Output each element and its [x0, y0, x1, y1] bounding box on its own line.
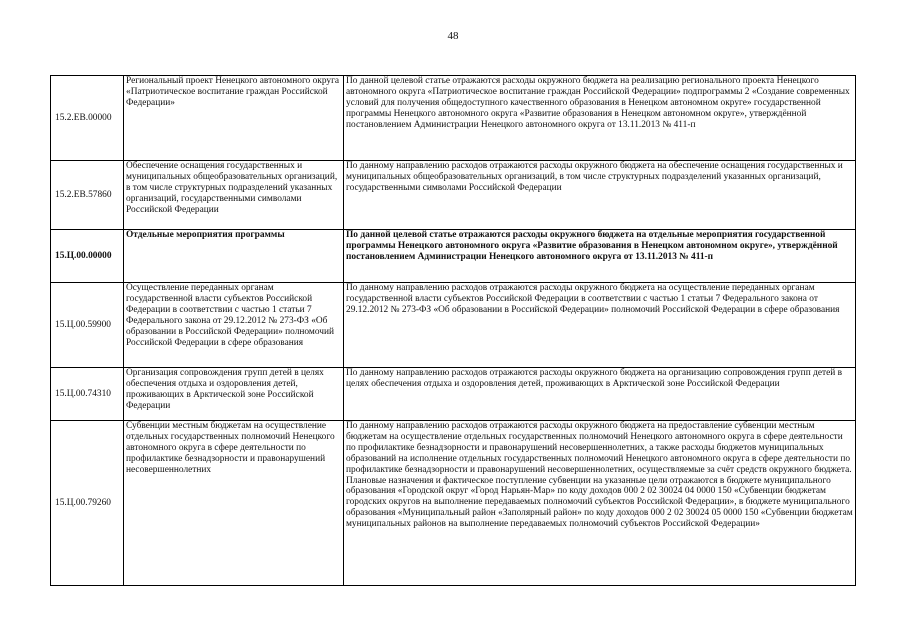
row-code: 15.Ц.00.74310 [51, 368, 124, 421]
row-description: По данной целевой статье отражаются расходы окружного бюджета на реализацию регионального проекта Ненецкого автономного округа «Патриотическое воспитание граждан Российской Федерации» подпрограммы 2 «Создание современных условий для получения общедоступного качественного образования в Ненецком автономном округе» государственной программы Ненецкого автономного округа «Развитие образования в Ненецком автономном округе», утверждённой постановлением Администрации Ненецкого автономного округа от 13.11.2013 № 411-п [344, 76, 856, 161]
table-row [51, 421, 856, 586]
budget-classification-table [50, 75, 856, 586]
row-description: По данному направлению расходов отражаются расходы окружного бюджета на осуществление переданных органам государственной власти субъектов Российской Федерации в соответствии с частью 1 статьи 7 Федерального закона от 29.12.2012 № 273-ФЗ «Об образовании в Российской Федерации» полномочий Российской Федерации в сфере образования [344, 283, 856, 368]
table-row [51, 161, 856, 230]
row-description: По данному направлению расходов отражаются расходы окружного бюджета на обеспечение оснащения государственных и муниципальных общеобразовательных организаций, в том числе структурных подразделений указанных организаций, государственными символами Российской Федерации [344, 161, 856, 230]
table-row [51, 368, 856, 421]
row-name: Субвенции местным бюджетам на осуществление отдельных государственных полномочий Ненецкого автономного округа в сфере деятельности по профилактике безнадзорности и правонарушений несовершеннолетних [124, 421, 344, 586]
row-name: Отдельные мероприятия программы [124, 230, 344, 283]
row-name: Обеспечение оснащения государственных и муниципальных общеобразовательных организаций, в том числе структурных подразделений указанных организаций, государственными символами Российской Федерации [124, 161, 344, 230]
row-name: Региональный проект Ненецкого автономного округа «Патриотическое воспитание граждан Российской Федерации» [124, 76, 344, 161]
row-description: По данному направлению расходов отражаются расходы окружного бюджета на организацию сопровождения групп детей в целях обеспечения отдыха и оздоровления детей, проживающих в Арктической зоне Российской Федерации [344, 368, 856, 421]
row-description: По данному направлению расходов отражаются расходы окружного бюджета на предоставление субвенции местным бюджетам на осуществление отдельных государственных полномочий Ненецкого автономного округа в сфере деятельности по профилактике безнадзорности и правонарушений несовершеннолетних, а также расходы бюджетов муниципальных образований на исполнение отдельных государственных полномочий Ненецкого автономного округа в сфере деятельности по профилактике безнадзорности и правонарушений несовершеннолетних, осуществляемые за счёт средств окружного бюджета. Плановые назначения и фактическое поступление субвенции на указанные цели отражаются в бюджете муниципального образования «Городской округ «Город Нарьян-Мар» по коду доходов 000 2 02 30024 04 0000 150 «Субвенции бюджетам городских округов на выполнение передаваемых полномочий субъектов Российской Федерации», в бюджете муниципального образования «Муниципальный район «Заполярный район» по коду доходов 000 2 02 30024 05 0000 150 «Субвенции бюджетам муниципальных районов на выполнение передаваемых полномочий субъектов Российской Федерации» [344, 421, 856, 586]
row-code: 15.2.EB.57860 [51, 161, 124, 230]
page-number: 48 [447, 30, 459, 42]
row-name: Организация сопровождения групп детей в целях обеспечения отдыха и оздоровления детей, проживающих в Арктической зоне Российской Федерации [124, 368, 344, 421]
row-code: 15.Ц.00.59900 [51, 283, 124, 368]
row-description: По данной целевой статье отражаются расходы окружного бюджета на отдельные мероприятия государственной программы Ненецкого автономного округа «Развитие образования в Ненецком автономном округе», утверждённой постановлением Администрации Ненецкого автономного округа от 13.11.2013 № 411-п [344, 230, 856, 283]
table-row [51, 230, 856, 283]
row-code: 15.2.EB.00000 [51, 76, 124, 161]
row-name: Осуществление переданных органам государственной власти субъектов Российской Федерации в соответствии с частью 1 статьи 7 Федерального закона от 29.12.2012 № 273-ФЗ «Об образовании в Российской Федерации» полномочий Российской Федерации в сфере образования [124, 283, 344, 368]
row-code: 15.Ц.00.00000 [51, 230, 124, 283]
row-code: 15.Ц.00.79260 [51, 421, 124, 586]
table-row [51, 76, 856, 161]
table-row [51, 283, 856, 368]
